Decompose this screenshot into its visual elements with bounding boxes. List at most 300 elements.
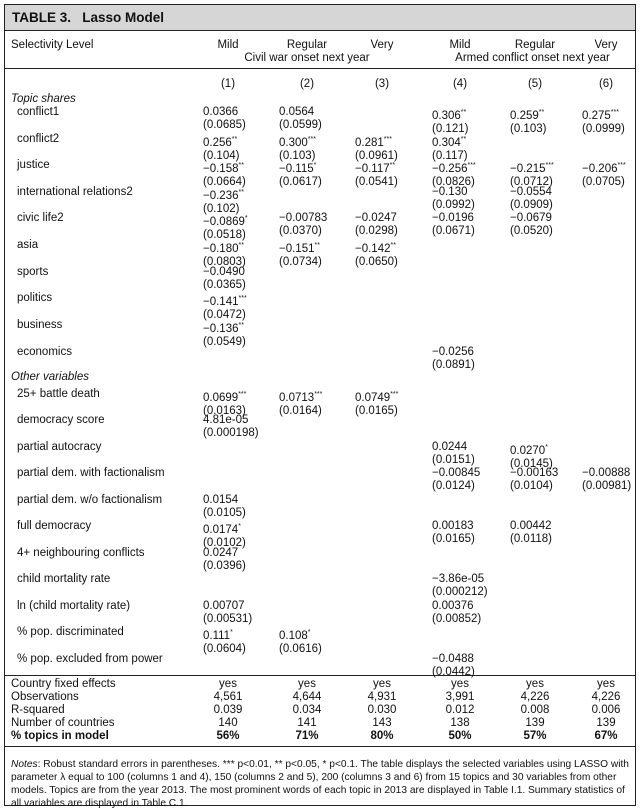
footer-row-label: Number of countries — [11, 717, 115, 729]
standard-error: (0.104) — [203, 150, 240, 162]
coefficient-value: 0.0699 — [203, 392, 239, 404]
cell-value — [432, 600, 481, 626]
coefficient — [432, 159, 476, 176]
standard-error: (0.102) — [203, 203, 240, 215]
standard-error: (0.0891) — [432, 359, 475, 371]
cell-value — [203, 106, 246, 132]
cell-value — [432, 346, 475, 372]
coefficient-value: 0.0244 — [432, 441, 468, 453]
coefficient-value: 0.00707 — [203, 600, 245, 612]
coefficient-value: 0.0174 — [203, 524, 239, 536]
footer-value: 139 — [525, 717, 545, 729]
coefficient-value: 0.111 — [203, 630, 231, 642]
coefficient-value: 0.00442 — [510, 520, 552, 532]
standard-error: (0.0650) — [355, 256, 398, 268]
cell-value — [203, 494, 246, 520]
standard-error: (0.0165) — [432, 533, 475, 545]
cell-value — [582, 106, 625, 136]
coefficient — [203, 106, 246, 119]
row-label: business — [17, 319, 63, 331]
coefficient — [279, 133, 316, 150]
coefficient — [203, 159, 246, 176]
coefficient-value: 0.275 — [582, 110, 611, 122]
coefficient — [582, 106, 625, 123]
footer-value: 57% — [523, 730, 547, 742]
row-label: sports — [17, 266, 49, 278]
coefficient — [279, 159, 322, 176]
coefficient-value: −0.0256 — [432, 346, 474, 358]
group-header-civil-war: Civil war onset next year — [244, 52, 370, 64]
column-number-6: (6) — [598, 78, 614, 90]
coefficient — [279, 239, 322, 256]
significance-stars: *** — [467, 162, 476, 169]
coefficient-value: −0.141 — [203, 296, 239, 308]
coefficient-value: −0.158 — [203, 163, 239, 175]
level-header-4: Mild — [449, 39, 471, 51]
coefficient — [203, 212, 248, 229]
cell-value — [203, 239, 246, 269]
significance-stars: ** — [390, 242, 396, 249]
coefficient — [203, 239, 246, 256]
coefficient-value: −0.130 — [432, 186, 468, 198]
footer-value: 80% — [370, 730, 394, 742]
coefficient — [432, 600, 481, 613]
coefficient-value: −3.86e-05 — [432, 573, 485, 585]
standard-error: (0.0151) — [432, 454, 475, 466]
coefficient-value: −0.180 — [203, 243, 239, 255]
coefficient — [432, 467, 480, 480]
significance-stars: *** — [383, 136, 392, 143]
standard-error: (0.0705) — [582, 176, 625, 188]
coefficient — [510, 159, 554, 176]
column-number-1: (1) — [220, 78, 236, 90]
coefficient — [432, 441, 475, 454]
coefficient-value: −0.0196 — [432, 212, 474, 224]
standard-error: (0.0712) — [510, 176, 553, 188]
standard-error: (0.0145) — [510, 458, 553, 470]
cell-value — [510, 186, 553, 212]
standard-error: (0.00531) — [203, 613, 253, 625]
level-header-1: Mild — [217, 39, 239, 51]
cell-value — [432, 186, 475, 212]
footer-value: 4,226 — [591, 691, 621, 703]
cell-value — [432, 106, 468, 136]
standard-error: (0.0105) — [203, 507, 246, 519]
cell-value — [203, 319, 246, 349]
significance-stars: * — [313, 162, 317, 169]
standard-error: (0.0909) — [510, 199, 553, 211]
coefficient-value: −0.00783 — [279, 212, 328, 224]
coefficient-value: −0.136 — [203, 323, 239, 335]
cell-value — [355, 159, 398, 189]
coefficient-value: 0.304 — [432, 137, 461, 149]
cell-value — [279, 106, 322, 132]
footer-value: 140 — [218, 717, 238, 729]
significance-stars: *** — [238, 391, 247, 398]
cell-value — [355, 388, 398, 418]
coefficient — [203, 266, 246, 279]
group-header-armed-conflict: Armed conflict onset next year — [455, 52, 610, 64]
footer-value: 0.039 — [213, 704, 243, 716]
column-number-5: (5) — [527, 78, 543, 90]
row-label: civic life2 — [17, 212, 64, 224]
footer-row-label: R-squared — [11, 704, 65, 716]
standard-error: (0.0616) — [279, 643, 322, 655]
row-label: full democracy — [17, 520, 92, 532]
significance-stars: ** — [238, 322, 244, 329]
cell-value — [279, 388, 322, 418]
standard-error: (0.0442) — [432, 666, 475, 678]
coefficient — [279, 388, 322, 405]
coefficient-value: −0.0247 — [355, 212, 397, 224]
standard-error: (0.0518) — [203, 229, 246, 241]
footer-value: 0.030 — [367, 704, 397, 716]
coefficient-value: −0.256 — [432, 163, 468, 175]
standard-error: (0.0664) — [203, 176, 246, 188]
column-number-2: (2) — [299, 78, 315, 90]
standard-error: (0.0685) — [203, 119, 246, 131]
coefficient — [432, 212, 475, 225]
cell-value — [432, 441, 475, 467]
coefficient — [432, 573, 488, 586]
standard-error: (0.0826) — [432, 176, 475, 188]
standard-error: (0.0370) — [279, 225, 322, 237]
footer-value: 4,644 — [292, 691, 322, 703]
row-label: international relations2 — [17, 186, 133, 198]
row-label: partial autocracy — [17, 441, 102, 453]
standard-error: (0.0604) — [203, 643, 246, 655]
standard-error: (0.0164) — [279, 405, 322, 417]
significance-stars: ** — [238, 162, 244, 169]
table-notes — [11, 758, 631, 810]
standard-error: (0.0104) — [510, 480, 553, 492]
standard-error: (0.0298) — [355, 225, 398, 237]
row-label: partial dem. with factionalism — [17, 467, 165, 479]
coefficient-value: −0.0488 — [432, 653, 474, 665]
title-bar — [5, 5, 635, 31]
coefficient-value: −0.00845 — [432, 467, 481, 479]
coefficient — [203, 133, 239, 150]
cell-value — [432, 467, 480, 493]
row-label: democracy score — [17, 414, 105, 426]
coefficient — [203, 319, 246, 336]
row-label: politics — [17, 292, 53, 304]
significance-stars: * — [244, 215, 248, 222]
footer-row-label: Observations — [11, 691, 79, 703]
section-topic-shares: Topic shares — [11, 93, 76, 105]
significance-stars: *** — [390, 391, 399, 398]
standard-error: (0.0734) — [279, 256, 322, 268]
coefficient-value: −0.0679 — [510, 212, 552, 224]
column-number-3: (3) — [374, 78, 390, 90]
footer-value: yes — [597, 678, 615, 690]
cell-value — [432, 212, 475, 238]
row-label: economics — [17, 346, 72, 358]
footer-value: yes — [526, 678, 544, 690]
section-other-variables: Other variables — [11, 371, 89, 383]
cell-value — [279, 159, 322, 189]
level-header-5: Regular — [514, 39, 556, 51]
table-frame — [4, 4, 636, 809]
footer-value: 141 — [297, 717, 317, 729]
coefficient-value: 0.300 — [279, 137, 308, 149]
cell-value — [279, 212, 327, 238]
significance-stars: *** — [307, 136, 316, 143]
footer-value: 3,991 — [445, 691, 475, 703]
significance-stars: ** — [238, 189, 244, 196]
cell-value — [203, 547, 246, 573]
footer-value: 67% — [594, 730, 618, 742]
significance-stars: *** — [610, 109, 619, 116]
coefficient — [203, 388, 246, 405]
significance-stars: ** — [389, 162, 396, 169]
notes-text: : Robust standard errors in parentheses. *** p<0.01, ** p<0.05, * p<0.1. The table displays the selected variables using LASSO with parameter λ equal to 100 (columns 1 and 4), 150 (columns 2 and 5), 200 (columns 3 and 6) from 15 topics and 30 variables from other models. Topics are from the year 2013. The most prominent words of each topic in 2013 are displayed in Table I.1. Summary statistics of all variables are displayed in Table C.1. — [11, 759, 629, 809]
coefficient — [355, 212, 398, 225]
coefficient — [203, 600, 252, 613]
coefficient — [279, 106, 322, 119]
coefficient-value: −0.0869 — [203, 216, 245, 228]
cell-value — [203, 520, 246, 550]
cell-value — [432, 573, 488, 599]
footer-value: 56% — [216, 730, 240, 742]
standard-error: (0.0803) — [203, 256, 246, 268]
coefficient — [203, 494, 246, 507]
row-label: conflict2 — [17, 133, 60, 145]
coefficient — [279, 626, 322, 643]
standard-error: (0.0961) — [355, 150, 398, 162]
coefficient-value: 0.0154 — [203, 494, 239, 506]
row-label: justice — [17, 159, 50, 171]
cell-value — [510, 106, 546, 136]
standard-error: (0.103) — [279, 150, 316, 162]
coefficient-value: 0.0749 — [355, 392, 391, 404]
row-label: asia — [17, 239, 39, 251]
cell-value — [432, 520, 475, 546]
cell-value — [279, 239, 322, 269]
coefficient — [582, 159, 626, 176]
cell-value — [582, 159, 626, 189]
footer-row-label: Country fixed effects — [11, 678, 116, 690]
coefficient-value: −0.115 — [279, 163, 314, 175]
footer-value: 0.006 — [591, 704, 621, 716]
significance-stars: ** — [460, 136, 467, 143]
coefficient — [510, 212, 553, 225]
standard-error: (0.00852) — [432, 613, 482, 625]
coefficient-value: 0.0713 — [279, 392, 315, 404]
footer-value: 138 — [450, 717, 470, 729]
selectivity-label: Selectivity Level — [11, 39, 94, 51]
footer-row-label: % topics in model — [11, 730, 109, 742]
cell-value — [203, 159, 246, 189]
coefficient — [355, 159, 398, 176]
significance-stars: ** — [231, 136, 238, 143]
cell-value — [279, 626, 322, 656]
coefficient — [432, 133, 468, 150]
bottom-rule — [5, 746, 635, 747]
coefficient-value: 4.81e-05 — [203, 414, 249, 426]
row-label: conflict1 — [17, 106, 60, 118]
significance-stars: *** — [617, 162, 626, 169]
standard-error: (0.0549) — [203, 336, 246, 348]
standard-error: (0.0102) — [203, 537, 246, 549]
footer-value: 143 — [372, 717, 392, 729]
coefficient-value: 0.0270 — [510, 445, 546, 457]
standard-error: (0.121) — [432, 123, 469, 135]
coefficient-value: 0.281 — [355, 137, 384, 149]
standard-error: (0.103) — [510, 123, 547, 135]
coefficient-value: −0.117 — [355, 163, 390, 175]
coefficient-value: −0.0490 — [203, 266, 245, 278]
coefficient — [203, 292, 247, 309]
coefficient-value: −0.142 — [355, 243, 391, 255]
coefficient-value: 0.00183 — [432, 520, 474, 532]
significance-stars: * — [230, 629, 233, 636]
coefficient — [203, 626, 246, 643]
standard-error: (0.0118) — [510, 533, 552, 545]
table-title: TABLE 3. Lasso Model — [12, 10, 165, 25]
significance-stars: *** — [545, 162, 554, 169]
footer-value: 71% — [295, 730, 319, 742]
cell-value — [582, 467, 631, 493]
footer-value: 4,226 — [520, 691, 550, 703]
coefficient-value: 0.306 — [432, 110, 461, 122]
standard-error: (0.0365) — [203, 279, 246, 291]
coefficient-value: 0.0366 — [203, 106, 239, 118]
coefficient — [355, 388, 398, 405]
footer-value: yes — [451, 678, 469, 690]
row-label: 25+ battle death — [17, 388, 100, 400]
coefficient-value: 0.108 — [279, 630, 308, 642]
footer-value: 0.034 — [292, 704, 322, 716]
cell-value — [203, 266, 246, 292]
cell-value — [355, 239, 398, 269]
coefficient-value: −0.00163 — [510, 467, 559, 479]
footer-value: 50% — [448, 730, 472, 742]
standard-error: (0.0163) — [203, 405, 246, 417]
footer-rule — [5, 675, 635, 676]
significance-stars: ** — [238, 242, 244, 249]
coefficient-value: 0.256 — [203, 137, 232, 149]
coefficient — [203, 186, 244, 203]
cell-value — [510, 159, 554, 189]
row-label: ln (child mortality rate) — [17, 600, 131, 612]
coefficient — [582, 467, 631, 480]
significance-stars: * — [238, 523, 241, 530]
coefficient — [203, 547, 246, 560]
standard-error: (0.117) — [432, 150, 468, 162]
standard-error: (0.0992) — [432, 199, 475, 211]
standard-error: (0.00981) — [582, 480, 632, 492]
significance-stars: *** — [314, 391, 323, 398]
standard-error: (0.0520) — [510, 225, 553, 237]
footer-value: 0.008 — [520, 704, 550, 716]
significance-stars: *** — [238, 295, 247, 302]
standard-error: (0.0999) — [582, 123, 625, 135]
coefficient — [510, 106, 546, 123]
coefficient — [510, 441, 553, 458]
coefficient — [510, 467, 558, 480]
cell-value — [203, 600, 252, 626]
footer-value: yes — [298, 678, 316, 690]
row-label: % pop. excluded from power — [17, 653, 163, 665]
standard-error: (0.0541) — [355, 176, 398, 188]
level-header-3: Very — [370, 39, 394, 51]
footer-value: 139 — [596, 717, 616, 729]
level-header-2: Regular — [286, 39, 328, 51]
footer-value: yes — [219, 678, 237, 690]
coefficient-value: −0.215 — [510, 163, 546, 175]
significance-stars: ** — [314, 242, 320, 249]
standard-error: (0.0165) — [355, 405, 398, 417]
standard-error: (0.0472) — [203, 309, 246, 321]
significance-stars: ** — [460, 109, 467, 116]
coefficient — [203, 414, 259, 427]
coefficient — [432, 520, 475, 533]
cell-value — [203, 414, 259, 440]
coefficient — [510, 186, 553, 199]
footer-value: 0.012 — [445, 704, 475, 716]
footer-value: 4,561 — [213, 691, 243, 703]
coefficient-value: 0.0247 — [203, 547, 239, 559]
standard-error: (0.0617) — [279, 176, 322, 188]
footer-value: yes — [373, 678, 391, 690]
coefficient-value: −0.00888 — [582, 467, 631, 479]
notes-prefix: Notes — [11, 759, 38, 770]
cell-value — [510, 467, 558, 493]
significance-stars: ** — [538, 109, 545, 116]
row-label: 4+ neighbouring conflicts — [17, 547, 145, 559]
row-label: partial dem. w/o factionalism — [17, 494, 163, 506]
coefficient — [203, 520, 246, 537]
coefficient — [355, 239, 398, 256]
coefficient-value: 0.259 — [510, 110, 539, 122]
coefficient — [432, 346, 475, 359]
coefficient-value: −0.236 — [203, 190, 239, 202]
significance-stars: * — [545, 444, 548, 451]
coefficient — [279, 212, 327, 225]
standard-error: (0.0124) — [432, 480, 475, 492]
coefficient — [355, 133, 398, 150]
coefficient-value: −0.0554 — [510, 186, 552, 198]
header-rule — [5, 68, 635, 69]
coefficient — [432, 186, 475, 199]
standard-error: (0.0671) — [432, 225, 475, 237]
coefficient-value: −0.206 — [582, 163, 618, 175]
footer-value: 4,931 — [367, 691, 397, 703]
coefficient — [432, 106, 468, 123]
cell-value — [432, 159, 476, 189]
coefficient — [510, 520, 552, 533]
cell-value — [510, 520, 552, 546]
cell-value — [203, 212, 248, 242]
standard-error: (0.0396) — [203, 560, 246, 572]
coefficient — [432, 653, 475, 666]
coefficient-value: 0.0564 — [279, 106, 315, 118]
cell-value — [355, 212, 398, 238]
standard-error: (0.000212) — [432, 586, 488, 598]
cell-value — [203, 626, 246, 656]
coefficient-value: −0.151 — [279, 243, 315, 255]
standard-error: (0.000198) — [203, 427, 259, 439]
significance-stars: * — [307, 629, 311, 636]
standard-error: (0.0599) — [279, 119, 322, 131]
cell-value — [203, 292, 247, 322]
column-number-4: (4) — [452, 78, 468, 90]
level-header-6: Very — [594, 39, 618, 51]
coefficient-value: 0.00376 — [432, 600, 474, 612]
row-label: % pop. discriminated — [17, 626, 124, 638]
row-label: child mortality rate — [17, 573, 111, 585]
